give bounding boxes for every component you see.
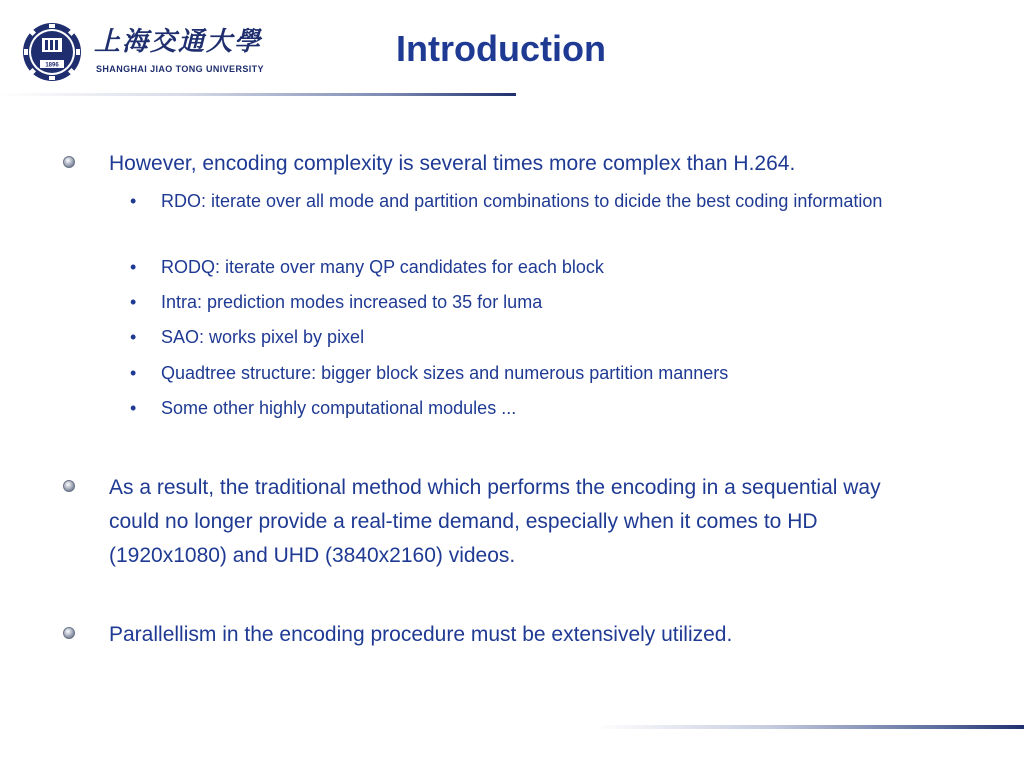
bullet-text: As a result, the traditional method which performs the encoding in a sequential way could no longer provide a real-time demand, especially when it comes to HD (1920x1080) and UHD (3840x2160) videos.	[109, 476, 881, 567]
sub-bullet-icon: •	[130, 257, 137, 277]
bullet-icon	[63, 480, 75, 492]
sub-bullet-icon: •	[130, 398, 137, 418]
sub-bullet-text: Quadtree structure: bigger block sizes and numerous partition manners	[161, 363, 729, 383]
bullet-text: However, encoding complexity is several times more complex than H.264.	[109, 152, 796, 175]
logo-english-name: SHANGHAI JIAO TONG UNIVERSITY	[96, 64, 264, 74]
bullet-icon	[63, 156, 75, 168]
logo-chinese-name: 上海交通大學	[94, 27, 263, 57]
sub-bullet-text: RDO: iterate over all mode and partition combinations to dicide the best coding information	[161, 191, 883, 211]
sub-bullet-text: RODQ: iterate over many QP candidates for each block	[161, 257, 604, 277]
sub-bullet-text: SAO: works pixel by pixel	[161, 327, 365, 347]
sub-bullet-icon: •	[130, 363, 137, 383]
footer-divider	[596, 725, 1024, 729]
sub-bullet-icon: •	[130, 292, 137, 312]
sub-bullet-icon: •	[130, 191, 137, 211]
bullet-text: Parallellism in the encoding procedure must be extensively utilized.	[109, 623, 733, 646]
sub-bullet-icon: •	[130, 327, 137, 347]
sub-bullet-text: Some other highly computational modules ...	[161, 398, 517, 418]
bullet-icon	[63, 627, 75, 639]
page-title: Introduction	[396, 28, 606, 69]
emblem-year: 1896	[45, 62, 59, 69]
sub-bullet-text: Intra: prediction modes increased to 35 for luma	[161, 292, 543, 312]
